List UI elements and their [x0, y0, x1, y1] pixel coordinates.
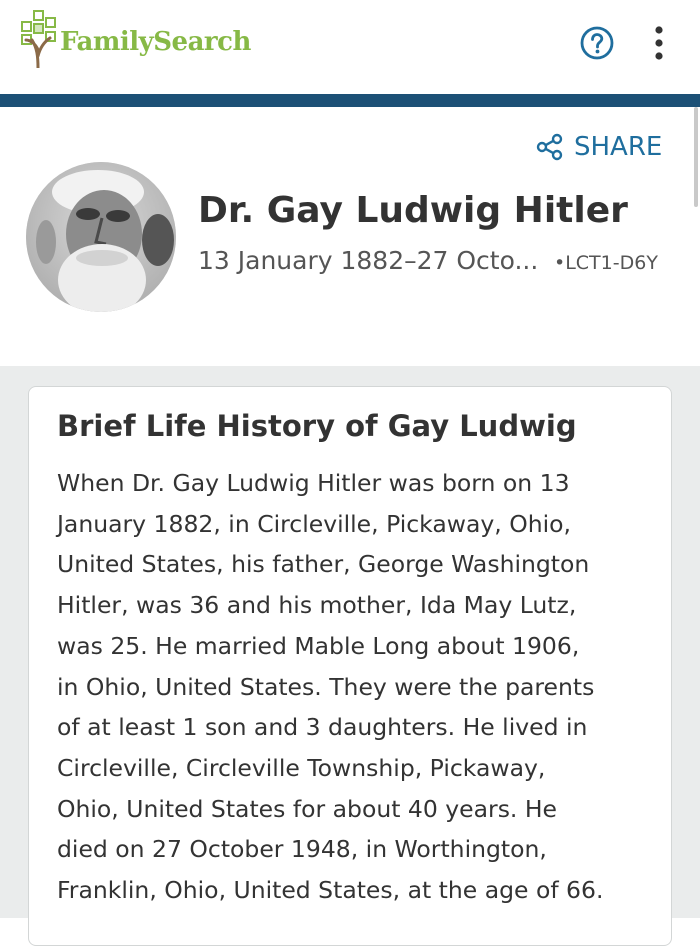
- share-label: SHARE: [574, 132, 663, 162]
- history-line: January 1882, in Circleville, Pickaway, Ohio,: [57, 509, 572, 538]
- familysearch-logo[interactable]: [20, 10, 251, 68]
- history-line: died on 27 October 1948, in Worthington,: [57, 835, 547, 864]
- life-history-text: [57, 463, 657, 911]
- history-line: Franklin, Ohio, United States, at the age of 66.: [57, 876, 604, 905]
- person-name: Dr. Gay Ludwig Hitler: [198, 190, 628, 231]
- portrait-photo[interactable]: [26, 162, 176, 312]
- history-line: Ohio, United States for about 40 years. He: [57, 794, 558, 823]
- more-vertical-icon[interactable]: [644, 24, 674, 62]
- app-header: [0, 0, 700, 94]
- history-line: Hitler, was 36 and his mother, Ida May Lutz,: [57, 591, 577, 620]
- history-line: of at least 1 son and 3 daughters. He lived in: [57, 713, 588, 742]
- header-divider-bar: [0, 94, 700, 107]
- tree-logo-icon: [20, 10, 62, 68]
- history-line: was 25. He married Mable Long about 1906,: [57, 631, 580, 660]
- history-line: When Dr. Gay Ludwig Hitler was born on 13: [57, 469, 570, 497]
- help-circle-icon[interactable]: [580, 26, 614, 60]
- share-icon: [536, 133, 564, 161]
- history-line: in Ohio, United States. They were the parents: [57, 672, 595, 701]
- life-dates: 13 January 1882–27 Octo...: [198, 246, 539, 275]
- share-button[interactable]: [536, 132, 662, 162]
- history-line: United States, his father, George Washington: [57, 550, 590, 579]
- scrollbar-thumb[interactable]: [694, 107, 698, 207]
- life-history-card: [28, 386, 672, 946]
- portrait-image: [26, 162, 176, 312]
- person-id: •LCT1-D6Y: [554, 252, 658, 274]
- history-line: Circleville, Circleville Township, Pickaway,: [57, 753, 546, 782]
- logo-wordmark: FamilySearch: [60, 27, 251, 57]
- card-title: Brief Life History of Gay Ludwig: [57, 409, 577, 443]
